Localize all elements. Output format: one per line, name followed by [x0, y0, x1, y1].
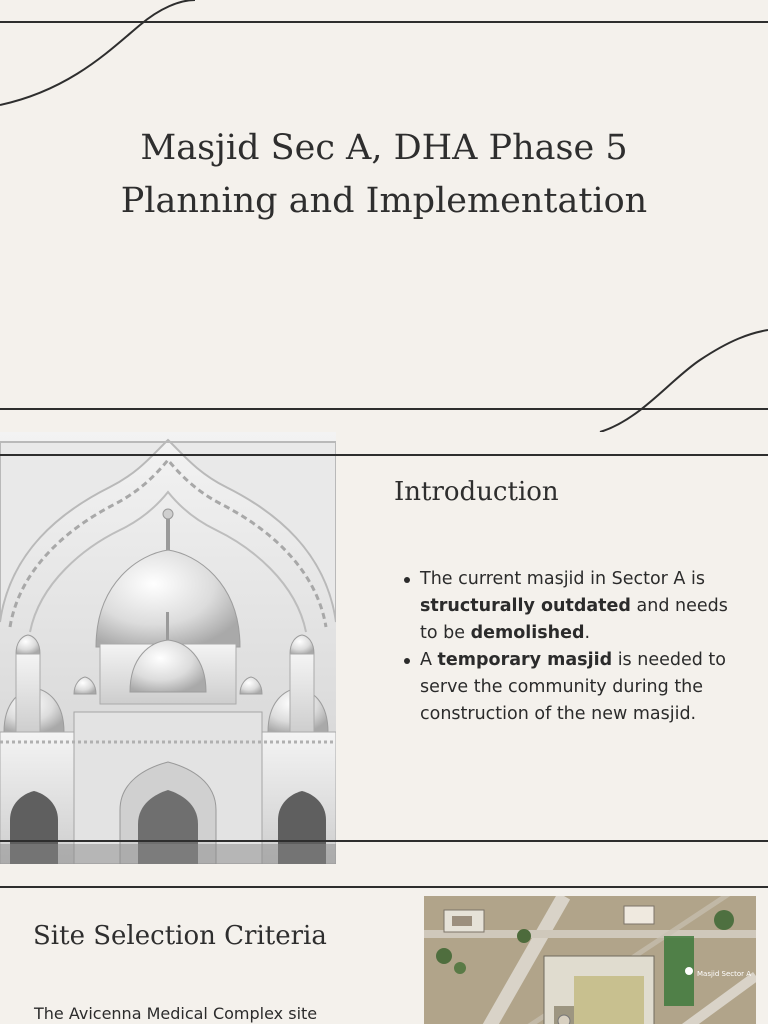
map-label: Masjid Sector A	[697, 970, 752, 978]
top-rule	[0, 454, 768, 456]
bullet-list	[400, 566, 730, 728]
bullet-emphasis: demolished	[470, 623, 585, 643]
title-slide	[0, 0, 768, 432]
top-rule	[0, 21, 768, 23]
bullet-item	[400, 566, 730, 647]
bottom-rule	[0, 840, 768, 842]
bullet-emphasis: temporary masjid	[437, 650, 613, 670]
introduction-slide	[0, 432, 768, 864]
bottom-rule	[0, 408, 768, 410]
top-rule	[0, 886, 768, 888]
page-title	[0, 122, 768, 228]
bullet-text: is needed to serve the community during the construction of the new masjid.	[420, 650, 726, 724]
section-heading: Site Selection Criteria	[33, 921, 327, 951]
title-line-2: Planning and Implementation	[120, 181, 648, 221]
bullet-text: A	[420, 650, 438, 670]
site-selection-slide	[0, 864, 768, 1024]
bullet-emphasis: structurally outdated	[420, 596, 631, 616]
bullet-item	[400, 647, 730, 728]
body-text: The Avicenna Medical Complex site	[34, 1004, 318, 1023]
section-heading: Introduction	[394, 477, 559, 507]
bullet-text: The current masjid in Sector A is	[420, 569, 705, 589]
bullet-text: .	[584, 623, 591, 643]
bullet-text: and needs to be	[420, 596, 728, 643]
satellite-map-image	[424, 896, 756, 1024]
title-line-1: Masjid Sec A, DHA Phase 5	[140, 128, 628, 168]
mosque-illustration	[0, 432, 336, 864]
